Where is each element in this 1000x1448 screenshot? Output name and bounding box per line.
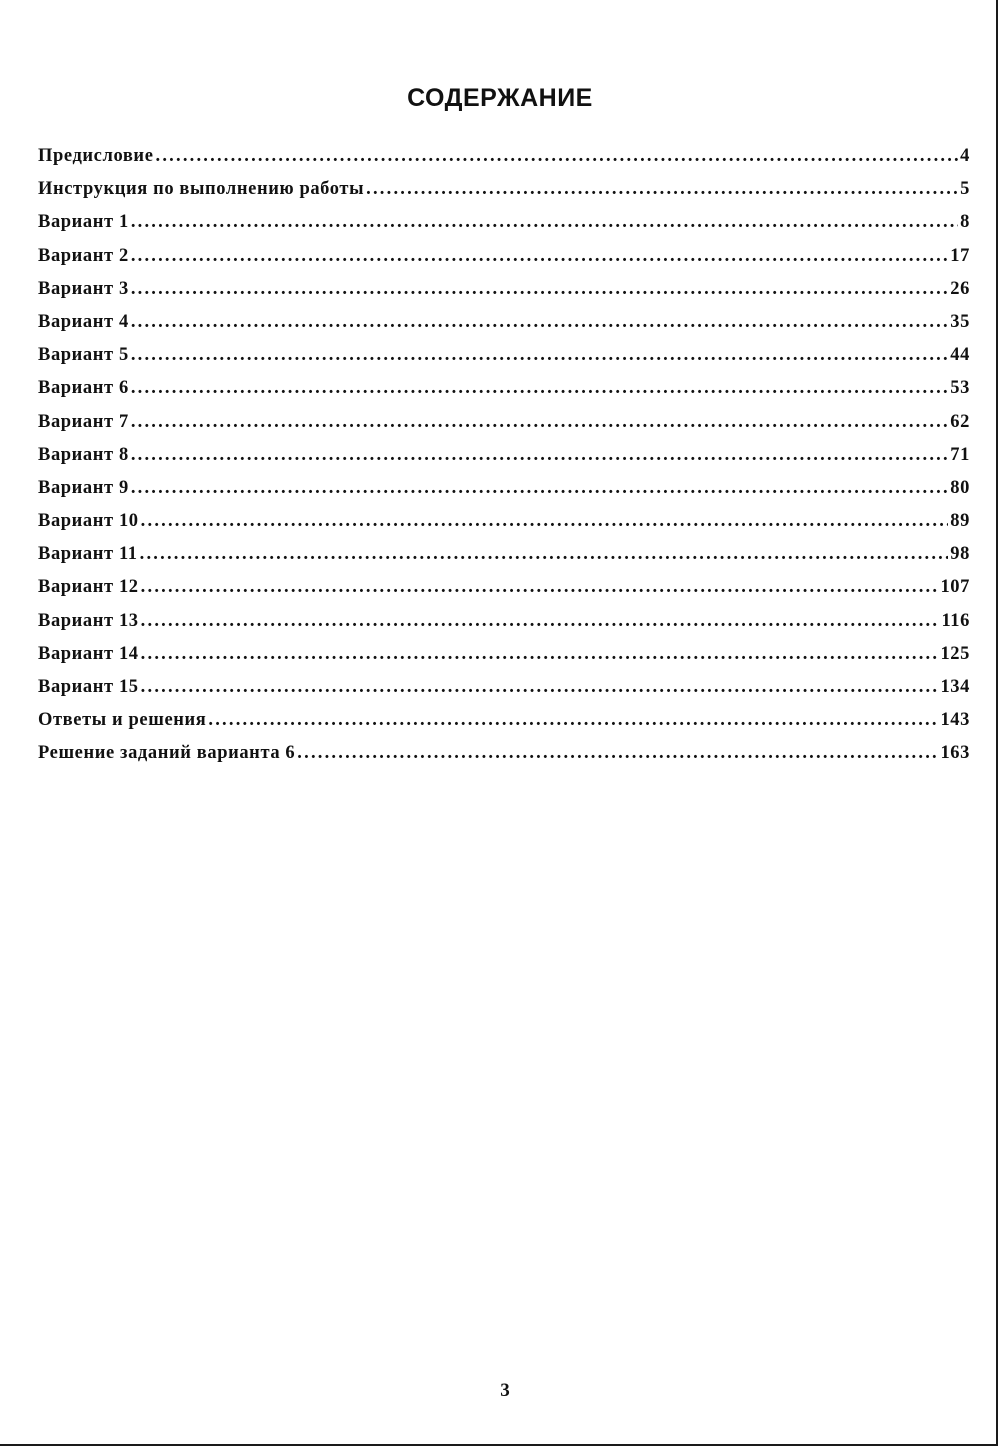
dot-leader: [141, 511, 949, 532]
toc-entry-variant-3[interactable]: [38, 279, 970, 312]
dot-leader: [141, 611, 940, 632]
toc-entry-page: 4: [960, 146, 970, 166]
dot-leader: [366, 179, 958, 200]
toc-entry-page: 8: [960, 212, 970, 233]
toc-entry-label: Вариант 5: [38, 345, 129, 366]
dot-leader: [141, 577, 939, 598]
toc-entry-label: Вариант 14: [38, 643, 139, 664]
toc-entry-variant-1[interactable]: [38, 212, 970, 245]
toc-entry-preface[interactable]: [38, 146, 970, 179]
dot-leader: [131, 279, 948, 300]
toc-entry-variant-6[interactable]: [38, 378, 970, 411]
toc-entry-page: 163: [940, 743, 970, 764]
toc-entry-label: Вариант 9: [38, 477, 129, 498]
toc-entry-label: Вариант 3: [38, 278, 129, 299]
dot-leader: [131, 246, 948, 267]
toc-entry-page: 134: [940, 677, 970, 697]
toc-entry-label: Вариант 13: [38, 610, 139, 631]
table-of-contents: [38, 146, 970, 777]
toc-entry-page: 35: [950, 311, 970, 332]
dot-leader: [131, 378, 948, 399]
toc-entry-answers[interactable]: [38, 710, 970, 743]
toc-entry-page: 98: [950, 544, 970, 565]
toc-entry-label: Вариант 10: [38, 511, 139, 532]
toc-entry-page: 44: [950, 345, 970, 366]
toc-entry-variant-15[interactable]: [38, 677, 970, 710]
toc-entry-variant-2[interactable]: [38, 246, 970, 279]
toc-entry-variant-9[interactable]: [38, 478, 970, 511]
dot-leader: [131, 445, 948, 466]
dot-leader: [131, 345, 948, 366]
toc-entry-variant-4[interactable]: [38, 312, 970, 345]
toc-entry-page: 26: [950, 278, 970, 299]
toc-entry-label: Вариант 12: [38, 577, 139, 598]
toc-entry-variant-14[interactable]: [38, 644, 970, 677]
toc-entry-page: 62: [950, 411, 970, 432]
dot-leader: [141, 644, 939, 665]
toc-entry-variant-7[interactable]: [38, 412, 970, 445]
toc-entry-instructions[interactable]: [38, 179, 970, 212]
toc-entry-label: Вариант 6: [38, 378, 129, 399]
toc-entry-page: 5: [960, 179, 970, 200]
toc-entry-label: Вариант 4: [38, 311, 129, 332]
page-number: 3: [500, 1380, 510, 1401]
toc-entry-label: Вариант 2: [38, 245, 129, 266]
toc-entry-page: 53: [950, 378, 970, 399]
toc-entry-label: Вариант 8: [38, 444, 129, 465]
toc-entry-variant-12[interactable]: [38, 577, 970, 610]
toc-entry-label: Инструкция по выполнению работы: [38, 179, 365, 200]
toc-entry-page: 143: [940, 710, 970, 731]
toc-entry-page: 107: [940, 577, 970, 598]
dot-leader: [131, 212, 958, 233]
toc-entry-page: 71: [950, 444, 970, 465]
toc-entry-page: 116: [941, 610, 970, 631]
toc-entry-label: Вариант 11: [38, 544, 138, 565]
toc-entry-page: 89: [950, 511, 970, 532]
dot-leader: [131, 412, 948, 433]
dot-leader: [297, 743, 938, 764]
dot-leader: [131, 312, 948, 333]
dot-leader: [156, 146, 959, 167]
toc-entry-variant-11[interactable]: [38, 544, 970, 577]
page-title: СОДЕРЖАНИЕ: [407, 84, 593, 112]
dot-leader: [140, 544, 949, 565]
toc-entry-page: 125: [940, 643, 970, 664]
dot-leader: [208, 710, 938, 731]
toc-entry-page: 17: [950, 245, 970, 266]
toc-entry-variant-10[interactable]: [38, 511, 970, 544]
toc-entry-label: Вариант 7: [38, 411, 129, 432]
toc-entry-page: 80: [950, 477, 970, 498]
toc-entry-variant-8[interactable]: [38, 445, 970, 478]
toc-entry-label: Решение заданий варианта 6: [38, 743, 296, 764]
dot-leader: [141, 677, 939, 698]
toc-entry-label: Предисловие: [38, 146, 154, 166]
toc-entry-label: Вариант 15: [38, 677, 139, 697]
toc-entry-variant-13[interactable]: [38, 611, 970, 644]
toc-entry-label: Вариант 1: [38, 212, 129, 233]
toc-entry-variant-5[interactable]: [38, 345, 970, 378]
toc-entry-label: Ответы и решения: [38, 710, 207, 731]
dot-leader: [131, 478, 948, 499]
toc-entry-variant-6-solutions[interactable]: [38, 743, 970, 776]
